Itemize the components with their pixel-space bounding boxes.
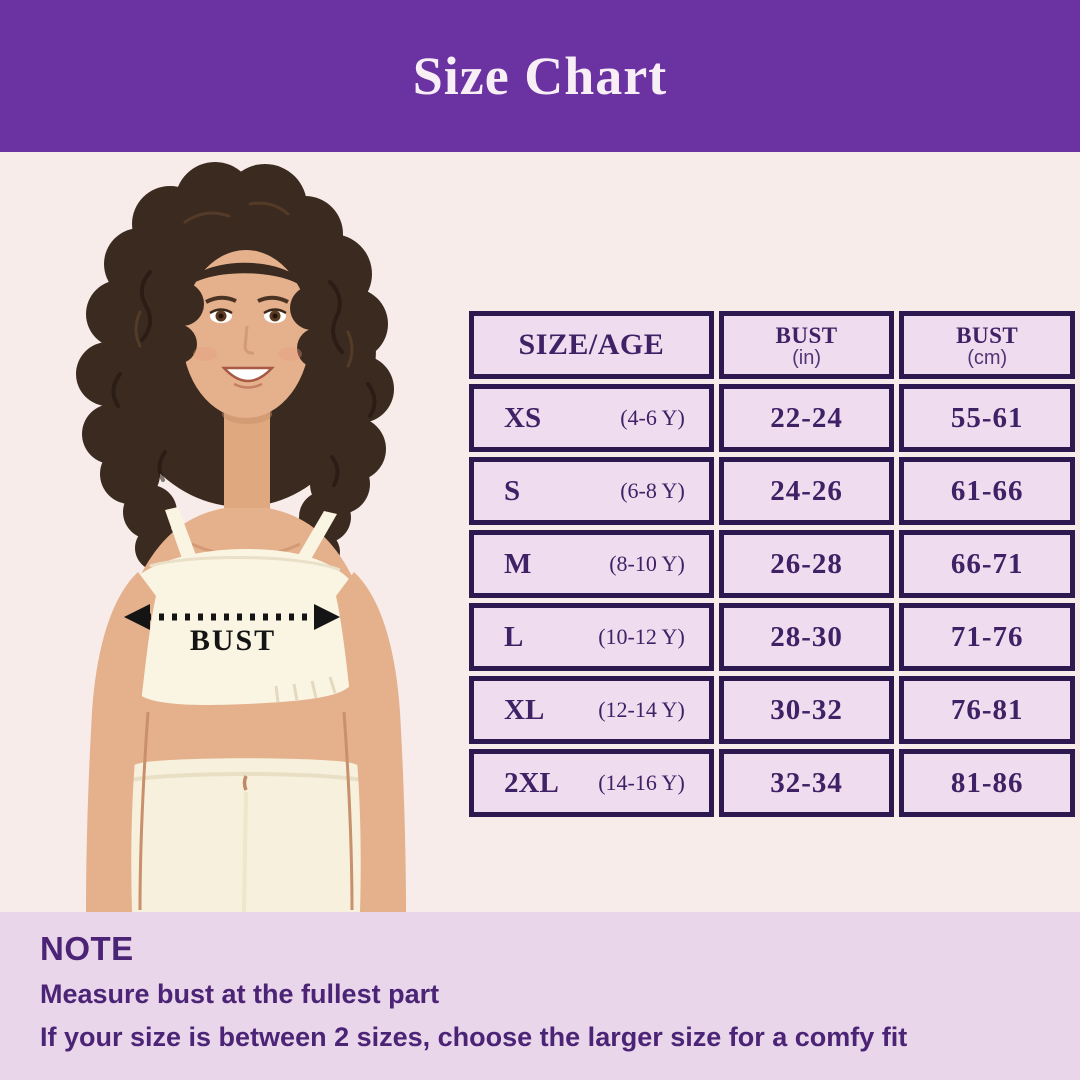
bust-in-cell: 26-28 bbox=[719, 530, 895, 598]
note-heading: NOTE bbox=[40, 930, 134, 967]
col-header-bust-in: BUST (in) bbox=[719, 311, 895, 379]
neck bbox=[222, 402, 272, 517]
girl-illustration bbox=[0, 152, 460, 912]
bust-cm-cell: 71-76 bbox=[899, 603, 1075, 671]
table-row bbox=[469, 749, 1075, 817]
size-table bbox=[464, 306, 1080, 822]
table-row bbox=[469, 384, 1075, 452]
page-title: Size Chart bbox=[412, 46, 668, 106]
content-area bbox=[0, 152, 1080, 912]
bust-in-cell: 30-32 bbox=[719, 676, 895, 744]
size-age-cell: L (10-12 Y) bbox=[469, 603, 714, 671]
bust-in-cell: 24-26 bbox=[719, 457, 895, 525]
bust-cm-cell: 81-86 bbox=[899, 749, 1075, 817]
bust-cm-cell: 61-66 bbox=[899, 457, 1075, 525]
model-photo bbox=[0, 152, 460, 912]
note-line-2: If your size is between 2 sizes, choose the larger size for a comfy fit bbox=[40, 1022, 908, 1053]
bust-in-cell: 32-34 bbox=[719, 749, 895, 817]
table-row bbox=[469, 457, 1075, 525]
size-age-cell: 2XL (14-16 Y) bbox=[469, 749, 714, 817]
header-banner bbox=[0, 0, 1080, 152]
note-panel bbox=[0, 912, 1080, 1080]
bust-in-cell: 22-24 bbox=[719, 384, 895, 452]
size-age-cell: XL (12-14 Y) bbox=[469, 676, 714, 744]
size-age-cell: XS (4-6 Y) bbox=[469, 384, 714, 452]
note-line-1: Measure bust at the fullest part bbox=[40, 979, 440, 1009]
eye-left bbox=[210, 309, 232, 323]
bust-label: BUST bbox=[189, 624, 277, 657]
bust-cm-cell: 66-71 bbox=[899, 530, 1075, 598]
table-row bbox=[469, 676, 1075, 744]
table-row bbox=[469, 603, 1075, 671]
bust-cm-cell: 76-81 bbox=[899, 676, 1075, 744]
bust-cm-cell: 55-61 bbox=[899, 384, 1075, 452]
size-age-cell: M (8-10 Y) bbox=[469, 530, 714, 598]
navel bbox=[245, 776, 247, 790]
col-header-size-age: SIZE/AGE bbox=[469, 311, 714, 379]
table-header-row bbox=[469, 311, 1075, 379]
eye-right bbox=[264, 309, 286, 323]
bust-in-cell: 28-30 bbox=[719, 603, 895, 671]
size-age-cell: S (6-8 Y) bbox=[469, 457, 714, 525]
col-header-bust-cm: BUST (cm) bbox=[899, 311, 1075, 379]
table-row bbox=[469, 530, 1075, 598]
